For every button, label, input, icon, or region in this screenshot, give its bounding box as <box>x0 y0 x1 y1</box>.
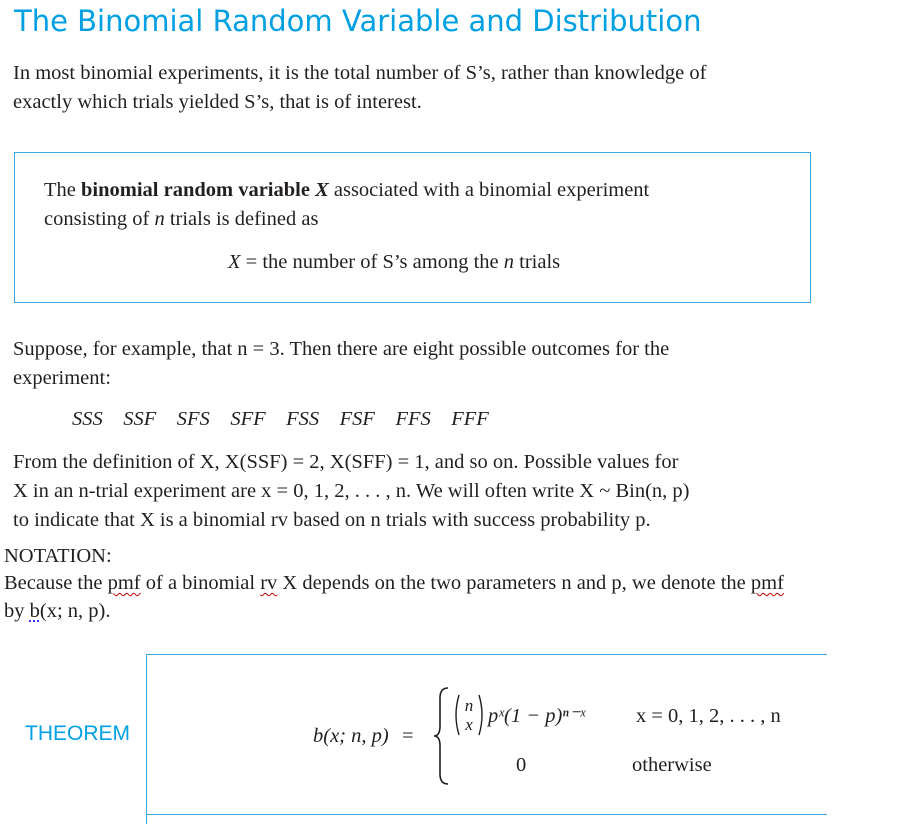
case2-condition: otherwise <box>632 754 712 776</box>
theorem-border-bottom <box>146 814 827 815</box>
theorem-border-left <box>146 654 147 824</box>
follow-line-1: From the definition of X, X(SSF) = 2, X(SFF) = 1, and so on. Possible values for <box>13 451 679 473</box>
outcome: FSF <box>339 408 375 430</box>
follow-line-3: to indicate that X is a binomial rv based on n trials with success probability p. <box>13 509 651 531</box>
notation-line-2: by b(x; n, p). <box>4 600 111 622</box>
outcome: SFS <box>176 408 210 430</box>
case1-expression: pˣ(1 − p)ⁿ⁻ˣ <box>488 705 586 727</box>
binomial-bottom: x <box>465 715 473 734</box>
notation-heading: NOTATION: <box>4 545 112 567</box>
theorem-border-top <box>146 654 827 655</box>
left-brace-icon <box>432 686 452 786</box>
section-title: The Binomial Random Variable and Distribution <box>14 4 702 38</box>
outcome: SSF <box>123 408 157 430</box>
example-line-2: experiment: <box>13 367 111 389</box>
case2-expression: 0 <box>516 754 527 776</box>
binomial-top: n <box>464 696 474 715</box>
definition-equation: X = the number of S’s among the n trials <box>228 251 561 273</box>
outcome: FSS <box>286 408 320 430</box>
binomial-coefficient <box>452 692 486 738</box>
theorem-label: THEOREM <box>25 722 130 745</box>
outcomes-list <box>72 405 489 434</box>
follow-line-2: X in an n-trial experiment are x = 0, 1, 2, . . . , n. We will often write X ~ Bin(n, p) <box>13 480 690 502</box>
case1-condition: x = 0, 1, 2, . . . , n <box>636 705 781 727</box>
intro-line-1: In most binomial experiments, it is the total number of S’s, rather than knowledge of <box>13 62 707 84</box>
definition-line-1: The binomial random variable X associated with a binomial experiment <box>44 179 650 201</box>
outcome: FFS <box>395 408 431 430</box>
theorem-equals: = <box>402 725 414 747</box>
notation-line-1: Because the pmf of a binomial rv X depends on the two parameters n and p, we denote the pmf <box>4 572 784 594</box>
example-line-1: Suppose, for example, that n = 3. Then there are eight possible outcomes for the <box>13 338 670 360</box>
outcome: FFF <box>451 408 489 430</box>
theorem-lhs: b(x; n, p) <box>313 725 389 747</box>
outcome: SSS <box>72 408 103 430</box>
definition-line-2: consisting of n trials is defined as <box>44 208 319 230</box>
intro-line-2: exactly which trials yielded S’s, that is of interest. <box>13 91 422 113</box>
outcome: SFF <box>230 408 266 430</box>
